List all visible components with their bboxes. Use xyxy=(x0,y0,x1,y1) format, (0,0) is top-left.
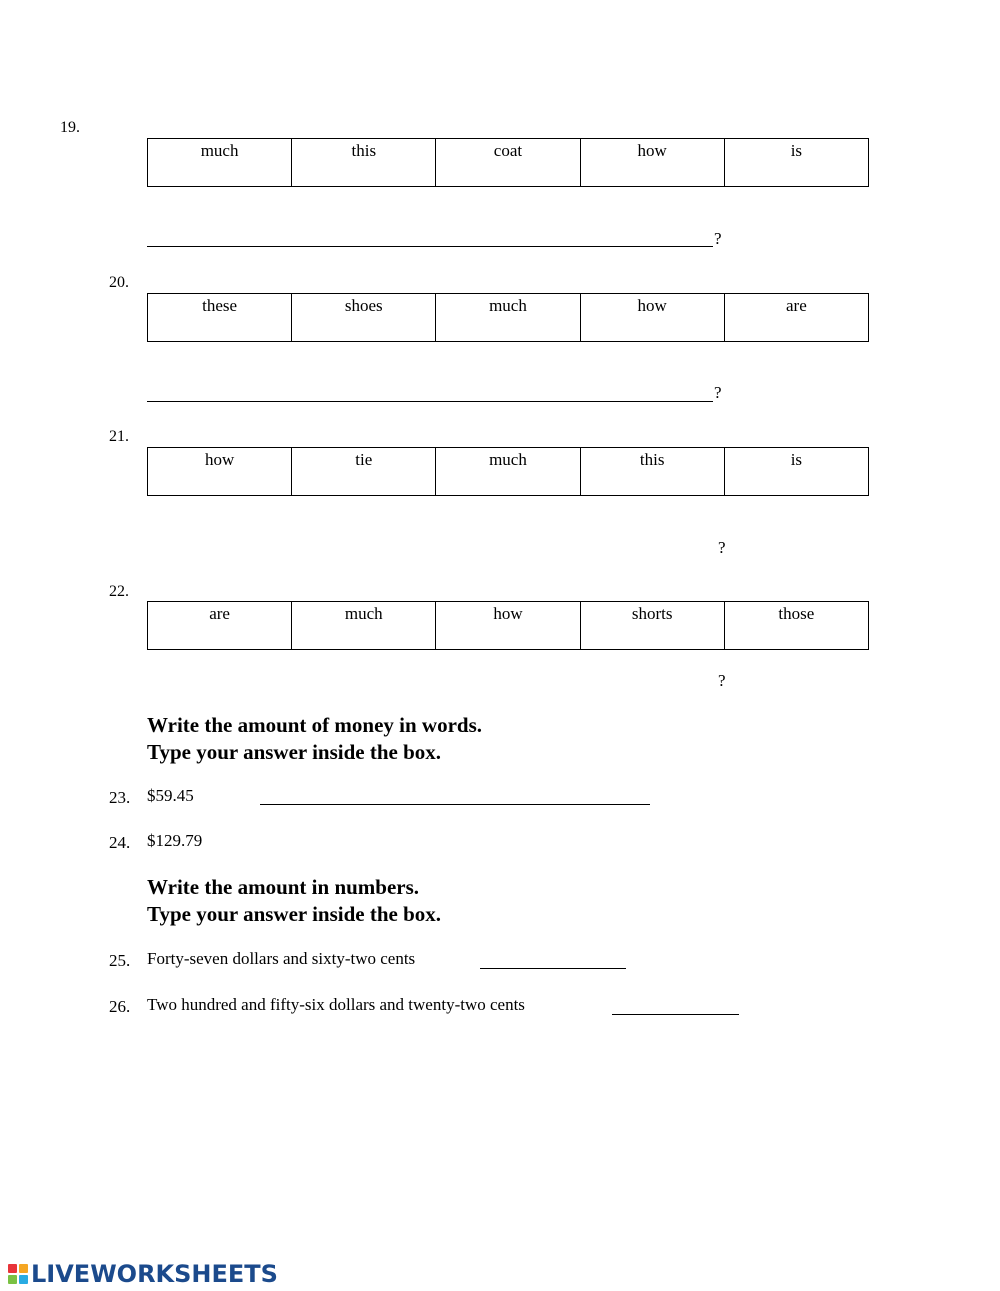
word-cell: coat xyxy=(436,139,580,187)
answer-line[interactable] xyxy=(612,1014,739,1015)
word-cell: is xyxy=(724,139,868,187)
question-number: 22. xyxy=(109,583,129,600)
word-cell: much xyxy=(436,294,580,342)
answer-line[interactable] xyxy=(480,968,626,969)
word-cell: how xyxy=(436,602,580,650)
word-cell: much xyxy=(148,139,292,187)
word-cell: shoes xyxy=(292,294,436,342)
heading-line: Write the amount in numbers. xyxy=(147,875,420,899)
liveworksheets-logo xyxy=(8,1259,278,1289)
question-number: 19. xyxy=(60,119,80,136)
question-number: 20. xyxy=(109,274,129,291)
word-cell: this xyxy=(292,139,436,187)
answer-field[interactable] xyxy=(260,828,650,854)
word-cell: are xyxy=(148,602,292,650)
word-cell: are xyxy=(724,294,868,342)
answer-line[interactable] xyxy=(260,804,650,805)
heading-line: Write the amount of money in words. xyxy=(147,713,483,737)
question-mark: ? xyxy=(714,229,722,248)
word-box-row xyxy=(147,293,869,342)
question-mark: ? xyxy=(718,671,726,690)
prompt-text: Two hundred and fifty-six dollars and twenty-two cents xyxy=(147,995,525,1014)
answer-line[interactable] xyxy=(147,401,713,402)
word-box-row xyxy=(147,601,869,650)
logo-mark-icon xyxy=(8,1264,28,1284)
question-mark: ? xyxy=(718,538,726,557)
amount-text: $59.45 xyxy=(147,786,194,805)
logo-text: LIVEWORKSHEETS xyxy=(31,1260,278,1288)
word-cell: shorts xyxy=(580,602,724,650)
item-number: 25. xyxy=(109,951,131,970)
item-number: 23. xyxy=(109,788,131,807)
amount-text: $129.79 xyxy=(147,831,203,850)
question-number: 21. xyxy=(109,428,129,445)
section-heading xyxy=(147,712,482,766)
heading-line: Type your answer inside the box. xyxy=(147,902,442,926)
item-number: 24. xyxy=(109,833,131,852)
word-cell: how xyxy=(580,294,724,342)
word-cell: much xyxy=(436,448,580,496)
answer-line[interactable] xyxy=(147,246,713,247)
word-cell: how xyxy=(580,139,724,187)
answer-field[interactable] xyxy=(147,530,713,558)
question-mark: ? xyxy=(714,383,722,402)
word-cell: much xyxy=(292,602,436,650)
word-cell: these xyxy=(148,294,292,342)
word-cell: this xyxy=(580,448,724,496)
item-number: 26. xyxy=(109,997,131,1016)
word-cell: tie xyxy=(292,448,436,496)
word-box-row xyxy=(147,138,869,187)
prompt-text: Forty-seven dollars and sixty-two cents xyxy=(147,949,416,968)
heading-line: Type your answer inside the box. xyxy=(147,740,442,764)
word-cell: those xyxy=(724,602,868,650)
word-cell: how xyxy=(148,448,292,496)
answer-field[interactable] xyxy=(147,663,713,691)
word-box-row xyxy=(147,447,869,496)
section-heading xyxy=(147,874,441,928)
word-cell: is xyxy=(724,448,868,496)
